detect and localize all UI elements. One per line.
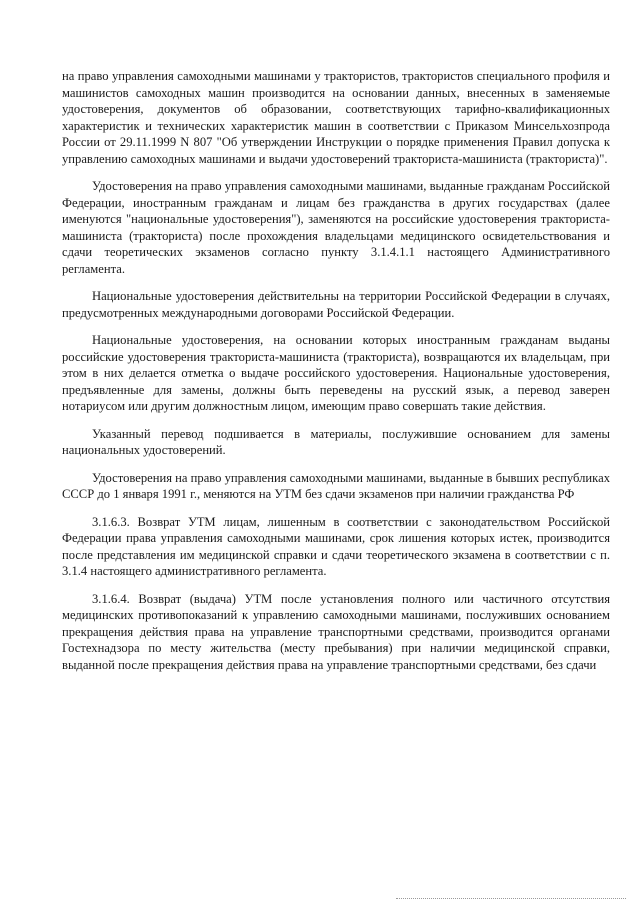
- paragraph-2: Удостоверения на право управления самоходными машинами, выданные гражданам Российской Федерации, иностранным гражданам и лицам без гражданства в других государствах (далее именуются "национальные удостоверения"), заменяются на российские удостоверения тракториста-машиниста (тракториста) после прохождения владельцами медицинского освидетельствования и сдачи теоретических экзаменов согласно пункту 3.1.4.1.1 настоящего Административного регламента.: [62, 179, 610, 276]
- paragraph-6: Удостоверения на право управления самоходными машинами, выданные в бывших республиках СССР до 1 января 1991 г., меняются на УТМ без сдачи экзаменов при наличии гражданства РФ: [62, 470, 610, 501]
- paragraph-7: 3.1.6.3. Возврат УТМ лицам, лишенным в соответствии с законодательством Российской Федерации права управления самоходными машинами, срок лишения которых истек, производится после представления им медицинской справки и сдачи теоретического экзамена в соответствии с п. 3.1.4 настоящего административного регламента.: [62, 514, 610, 578]
- paragraph-8: 3.1.6.4. Возврат (выдача) УТМ после установления полного или частичного отсутствия медицинских противопоказаний к управлению самоходными машинами, послуживших основанием прекращения действия права на управление транспортными средствами, производится органами Гостехнадзора по месту жительства (месту пребывания) при наличии медицинской справки, выданной после прекращения действия права на управление транспортными средствами, без сдачи: [62, 591, 610, 672]
- paragraph-4: Национальные удостоверения, на основании которых иностранным гражданам выданы российские удостоверения тракториста-машиниста (тракториста), возвращаются их владельцам, при этом в них делается отметка о выдаче российского удостоверения. Национальные удостоверения, предъявленные для замены, должны быть переведены на русский язык, а перевод заверен нотариусом или другим должностным лицом, имеющим право совершать такие действия.: [62, 333, 610, 413]
- footer-dotted-rule: [396, 897, 626, 899]
- paragraph-5: Указанный перевод подшивается в материалы, послужившие основанием для замены национальных удостоверений.: [62, 426, 610, 457]
- document-body: [62, 68, 610, 684]
- paragraph-1: на право управления самоходными машинами у трактористов, трактористов специального профиля и машинистов самоходных машин производится на основании данных, внесенных в заменяемые удостоверения, документов об образовании, соответствующих тарифно-квалификационных характеристик и технических характеристик машин в соответствии с Приказом Минсельхозпрода России от 29.11.1999 N 807 "Об утверждении Инструкции о порядке применения Правил допуска к управлению самоходных машинами и выдачи удостоверений тракториста-машиниста (тракториста)".: [62, 69, 610, 166]
- paragraph-3: Национальные удостоверения действительны на территории Российской Федерации в случаях, предусмотренных международными договорами Российской Федерации.: [62, 289, 610, 320]
